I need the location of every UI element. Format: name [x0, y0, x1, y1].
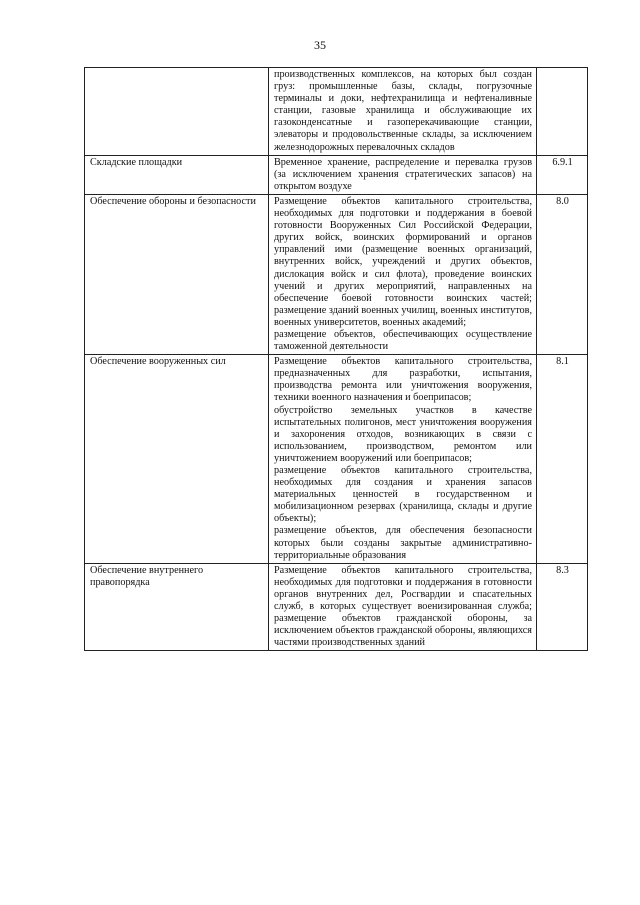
land-use-description [269, 155, 537, 194]
description-paragraph: Размещение объектов капитального строительства, необходимых для подготовки и поддержания в готовности органов внутренних дел, Росгвардии и спасательных служб, в которых существует военизированная служба; размещение объектов гражданской обороны, за исключением объектов гражданской обороны, являющихся частями производственных зданий [274, 564, 532, 649]
land-use-name: Складские площадки [85, 155, 269, 194]
description-paragraph: обустройство земельных участков в качестве испытательных полигонов, мест уничтожения вооружения и захоронения отходов, возникающих в связи с использованием, производством, ремонтом или уничтожением вооружений или боеприпасов; [274, 404, 532, 464]
land-use-code: 8.1 [537, 355, 588, 564]
description-paragraph: производственных комплексов, на которых был создан груз: промышленные базы, склады, погрузочные терминалы и доки, нефтехранилища и нефтеналивные станции, газовые хранилища и обслуживающие их газоконденсатные и газоперекачивающие станции, элеваторы и продовольственные склады, за исключением железнодорожных перевалочных складов [274, 69, 532, 153]
description-paragraph: размещение объектов капитального строительства, необходимых для создания и хранения запасов материальных ценностей в государственном и мобилизационном резервах (хранилища, склады и другие объекты); [274, 465, 532, 525]
page-number: 35 [314, 38, 326, 52]
land-use-description [269, 563, 537, 651]
land-use-name [85, 68, 269, 156]
land-use-table [84, 67, 588, 651]
land-use-code: 6.9.1 [537, 155, 588, 194]
land-use-code: 8.3 [537, 563, 588, 651]
table-row [85, 563, 588, 651]
table-row [85, 155, 588, 194]
description-paragraph: Размещение объектов капитального строительства, предназначенных для разработки, испытания, производства ремонта или уничтожения вооружения, техники военного назначения и боеприпасов; [274, 356, 532, 404]
land-use-name: Обеспечение вооруженных сил [85, 355, 269, 564]
land-use-description [269, 68, 537, 156]
description-paragraph: Временное хранение, распределение и перевалка грузов (за исключением хранения стратегических запасов) на открытом воздухе [274, 156, 532, 192]
table-row [85, 68, 588, 156]
land-use-description [269, 355, 537, 564]
table-row [85, 355, 588, 564]
land-use-description [269, 194, 537, 354]
land-use-code: 8.0 [537, 194, 588, 354]
land-use-code [537, 68, 588, 156]
table-body [85, 68, 588, 651]
land-use-name: Обеспечение обороны и безопасности [85, 194, 269, 354]
table-row [85, 194, 588, 354]
description-paragraph: размещение объектов, обеспечивающих осуществление таможенной деятельности [274, 328, 532, 353]
description-paragraph: Размещение объектов капитального строительства, необходимых для подготовки и поддержания в боевой готовности Вооруженных Сил Российской Федерации, других войск, воинских формирований и органов управлений ими (размещение военных организаций, внутренних войск, учреждений и других объектов, дислокация войск и сил флота), проведение воинских учений и других мероприятий, направленных на обеспечение боевой готовности воинских частей; размещение зданий военных училищ, военных институтов, военных университетов, военных академий; [274, 195, 532, 328]
description-paragraph: размещение объектов, для обеспечения безопасности которых были созданы закрытые административно-территориальные образования [274, 525, 532, 561]
land-use-name: Обеспечение внутреннего правопорядка [85, 563, 269, 651]
